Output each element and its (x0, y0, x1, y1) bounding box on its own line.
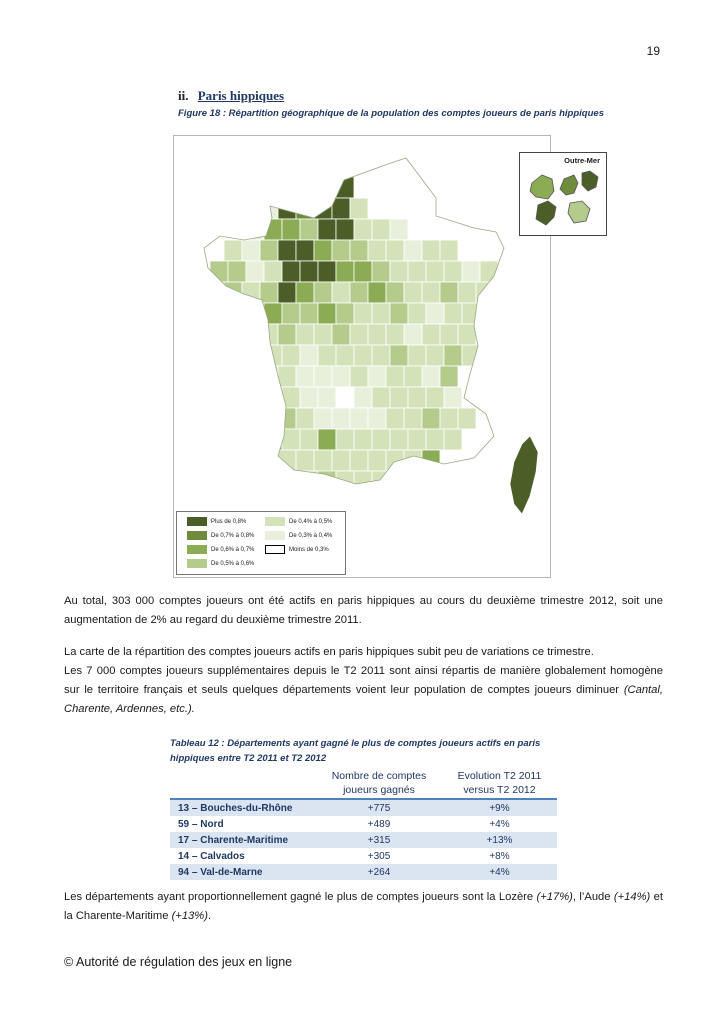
paragraph-top-gains-aude: (+14%) (613, 891, 651, 903)
department-region (246, 261, 264, 282)
department-region (350, 408, 368, 429)
department-region (296, 240, 314, 261)
department-region (426, 303, 444, 324)
department-region (260, 450, 278, 471)
department-region (408, 429, 426, 450)
table-cell-evolution: +4% (489, 818, 510, 830)
department-region (440, 366, 458, 387)
map-legend (176, 511, 346, 575)
table-header-row (170, 768, 557, 799)
table-cell-department: 13 – Bouches-du-Rhône (178, 802, 293, 814)
legend-item-1 (187, 517, 246, 526)
department-region (296, 156, 314, 177)
department-region (336, 429, 354, 450)
department-region (278, 366, 296, 387)
department-region (246, 345, 264, 366)
paragraph-top-gains-g: . (207, 910, 212, 922)
table-row (170, 799, 557, 816)
paragraph-distribution (64, 643, 663, 719)
department-region (444, 345, 462, 366)
department-region (318, 303, 336, 324)
department-region (444, 303, 462, 324)
legend-label-5: De 0,4% à 0,5% (289, 518, 333, 525)
legend-swatch-2 (187, 531, 207, 540)
table-cell-accounts: +489 (367, 818, 391, 830)
paragraph-top-gains-charente: (+13%) (171, 910, 208, 922)
legend-label-1: Plus de 0,8% (211, 518, 247, 525)
paragraph-top-gains-c: , l’Aude (572, 891, 614, 903)
department-region (332, 240, 350, 261)
department-region (390, 261, 408, 282)
department-region (336, 219, 354, 240)
department-region (332, 366, 350, 387)
department-region (372, 387, 390, 408)
table-cell-accounts: +775 (367, 802, 391, 814)
departments-table (170, 768, 557, 880)
department-region (260, 240, 278, 261)
department-region (336, 261, 354, 282)
department-region (444, 429, 462, 450)
table-row (170, 832, 557, 848)
department-region (390, 429, 408, 450)
department-region (332, 408, 350, 429)
department-region (296, 282, 314, 303)
department-region (350, 366, 368, 387)
table-row (170, 816, 557, 832)
department-region (278, 240, 296, 261)
department-region (368, 324, 386, 345)
department-region (206, 282, 224, 303)
figure-caption: Figure 18 : Répartition géographique de la population des comptes joueurs de paris hippiques (178, 108, 604, 119)
table-cell-department: 94 – Val-de-Marne (178, 866, 263, 878)
department-region (422, 366, 440, 387)
department-region (282, 303, 300, 324)
department-region (404, 366, 422, 387)
legend-swatch-5 (265, 517, 285, 526)
department-region (350, 450, 368, 471)
department-region (426, 345, 444, 366)
department-region (440, 408, 458, 429)
reunion-shape (582, 171, 598, 191)
department-region (300, 471, 318, 492)
table-header-department (170, 768, 316, 799)
department-region (332, 198, 350, 219)
department-region (386, 366, 404, 387)
department-region (404, 408, 422, 429)
department-region (350, 198, 368, 219)
department-region (458, 324, 476, 345)
department-region (242, 324, 260, 345)
department-region (422, 240, 440, 261)
department-region (264, 303, 282, 324)
table-cell-evolution: +9% (489, 802, 510, 814)
department-region (408, 261, 426, 282)
department-region (300, 387, 318, 408)
department-region (300, 261, 318, 282)
department-region (264, 429, 282, 450)
department-region (354, 387, 372, 408)
section-number: ii. (178, 88, 189, 103)
legend-swatch-3 (187, 545, 207, 554)
department-region (332, 324, 350, 345)
department-region (408, 345, 426, 366)
department-region (314, 450, 332, 471)
department-region (336, 177, 354, 198)
table-cell-accounts: +315 (367, 834, 391, 846)
department-region (242, 240, 260, 261)
page-number: 19 (646, 44, 660, 58)
department-region (282, 429, 300, 450)
department-region (260, 366, 278, 387)
department-region (296, 324, 314, 345)
department-region (404, 240, 422, 261)
department-region (350, 282, 368, 303)
paragraph-top-gains-lozere: (+17%) (536, 891, 573, 903)
department-region (278, 198, 296, 219)
paragraph-total-accounts: Au total, 303 000 comptes joueurs ont été actifs en paris hippiques au cours du deuxième trimestre 2012, soit une augmentation de 2% au regard du deuxième trimestre 2011. (64, 595, 663, 626)
department-region (296, 408, 314, 429)
department-region (314, 408, 332, 429)
legend-swatch-6 (265, 531, 285, 540)
department-region (278, 408, 296, 429)
department-region (242, 282, 260, 303)
table-cell-evolution: +4% (489, 866, 510, 878)
department-region (332, 282, 350, 303)
department-region (440, 324, 458, 345)
department-region (372, 219, 390, 240)
table-cell-department: 17 – Charente-Maritime (178, 834, 289, 846)
department-region (336, 387, 354, 408)
department-region (444, 387, 462, 408)
legend-label-7: Moins de 0,3% (289, 546, 329, 553)
legend-swatch-7 (265, 545, 285, 554)
department-region (372, 429, 390, 450)
mayotte-shape (568, 201, 590, 223)
department-region (318, 177, 336, 198)
department-region (264, 219, 282, 240)
department-region (282, 471, 300, 492)
department-region (440, 240, 458, 261)
department-region (390, 303, 408, 324)
department-region (354, 219, 372, 240)
department-region (480, 303, 498, 324)
department-region (368, 366, 386, 387)
department-region (278, 282, 296, 303)
paragraph-distribution-line1: La carte de la répartition des comptes joueurs actifs en paris hippiques subit peu de variations ce trimestre. (64, 646, 594, 658)
department-region (372, 345, 390, 366)
department-region (354, 345, 372, 366)
department-region (278, 324, 296, 345)
footer-copyright: © Autorité de régulation des jeux en ligne (64, 955, 293, 969)
department-region (350, 240, 368, 261)
department-region (354, 261, 372, 282)
department-region (246, 387, 264, 408)
department-region (264, 261, 282, 282)
department-region (458, 408, 476, 429)
department-region (336, 345, 354, 366)
table-caption: Tableau 12 : Départements ayant gagné le plus de comptes joueurs actifs en paris hippiques entre T2 2011 et T2 2012 (170, 738, 541, 764)
department-region (386, 324, 404, 345)
table-cell-evolution: +13% (486, 834, 513, 846)
department-region (300, 303, 318, 324)
department-region (408, 387, 426, 408)
department-region (440, 282, 458, 303)
department-region (246, 303, 264, 324)
legend-swatch-1 (187, 517, 207, 526)
legend-item-2 (187, 531, 254, 540)
outre-mer-label: Outre-Mer (564, 156, 600, 165)
department-region (444, 261, 462, 282)
department-region (354, 429, 372, 450)
department-region (242, 408, 260, 429)
department-region (476, 282, 494, 303)
table-cell-evolution: +8% (489, 850, 510, 862)
department-region (372, 303, 390, 324)
martinique-shape (560, 175, 578, 195)
guyane-shape (536, 201, 556, 225)
department-region (408, 303, 426, 324)
department-region (318, 219, 336, 240)
paragraph-distribution-text: Les 7 000 comptes joueurs supplémentaires depuis le T2 2011 sont ainsi répartis de manière globalement homogène sur le territoire français et seuls quelques départements voient leur population de comptes joueurs diminuer (64, 665, 663, 696)
department-region (282, 177, 300, 198)
department-region (282, 219, 300, 240)
department-region (372, 261, 390, 282)
department-region (318, 345, 336, 366)
department-region (386, 240, 404, 261)
legend-label-4: De 0,5% à 0,6% (211, 560, 255, 567)
table-cell-department: 14 – Calvados (178, 850, 245, 862)
department-region (246, 429, 264, 450)
section-heading (178, 88, 284, 104)
department-region (314, 240, 332, 261)
department-region (282, 261, 300, 282)
department-region (332, 450, 350, 471)
table-row (170, 848, 557, 864)
department-region (404, 324, 422, 345)
table-cell-department: 59 – Nord (178, 818, 224, 830)
department-region (422, 324, 440, 345)
department-region (278, 450, 296, 471)
department-region (368, 240, 386, 261)
department-region (318, 471, 336, 492)
department-region (390, 387, 408, 408)
table-cell-accounts: +305 (367, 850, 391, 862)
legend-label-3: De 0,6% à 0,7% (211, 546, 255, 553)
department-region (390, 345, 408, 366)
paragraph-distribution-italic: (Cantal, Charente, Ardennes, etc.). (64, 684, 663, 715)
department-region (300, 219, 318, 240)
department-region (260, 198, 278, 219)
department-region (368, 450, 386, 471)
department-region (350, 324, 368, 345)
table-header-accounts: Nombre de comptes joueurs gagnés (331, 770, 427, 796)
department-region (282, 387, 300, 408)
paragraph-distribution-body (64, 662, 663, 719)
legend-label-6: De 0,3% à 0,4% (289, 532, 333, 539)
department-region (368, 408, 386, 429)
department-region (426, 429, 444, 450)
department-region (462, 303, 480, 324)
department-region (242, 450, 260, 471)
department-region (462, 261, 480, 282)
department-region (422, 408, 440, 429)
department-region (264, 387, 282, 408)
department-region (404, 282, 422, 303)
department-region (336, 471, 354, 492)
department-region (314, 366, 332, 387)
legend-swatch-4 (187, 559, 207, 568)
department-region (426, 261, 444, 282)
department-region (314, 324, 332, 345)
department-region (300, 429, 318, 450)
table-header-evolution: Evolution T2 2011 versus T2 2012 (457, 770, 542, 796)
department-region (314, 156, 332, 177)
department-region (260, 282, 278, 303)
department-region (300, 345, 318, 366)
department-region (318, 261, 336, 282)
department-region (336, 303, 354, 324)
department-region (404, 450, 422, 471)
department-region (386, 450, 404, 471)
legend-item-3 (187, 545, 254, 554)
section-title: Paris hippiques (197, 88, 285, 103)
department-region (264, 471, 282, 492)
departments-group (206, 156, 498, 492)
department-region (296, 366, 314, 387)
department-region (282, 345, 300, 366)
paragraph-top-gains-a: Les départements ayant proportionnellement gagné le plus de comptes joueurs sont la Lozère (64, 891, 537, 903)
department-region (372, 471, 390, 492)
department-region (228, 303, 246, 324)
corsica-region (510, 436, 538, 514)
legend-item-7 (265, 545, 329, 554)
department-region (386, 408, 404, 429)
department-region (296, 450, 314, 471)
department-region (422, 282, 440, 303)
table-cell-accounts: +264 (367, 866, 391, 878)
department-region (242, 366, 260, 387)
department-region (300, 177, 318, 198)
paragraph-top-gains (64, 888, 663, 926)
department-region (260, 408, 278, 429)
department-region (426, 387, 444, 408)
paragraph-top-gains-e: et la Charente-Maritime (64, 891, 663, 922)
department-region (228, 261, 246, 282)
department-region (458, 282, 476, 303)
legend-label-2: De 0,7% à 0,8% (211, 532, 255, 539)
overseas-shapes (520, 153, 606, 235)
department-region (354, 303, 372, 324)
department-region (224, 240, 242, 261)
department-region (368, 282, 386, 303)
department-region (318, 387, 336, 408)
legend-item-4 (187, 559, 254, 568)
department-region (390, 219, 408, 240)
department-region (224, 282, 242, 303)
department-region (386, 282, 404, 303)
legend-item-5 (265, 517, 332, 526)
outre-mer-inset (519, 152, 607, 236)
guadeloupe-shape (530, 175, 554, 199)
legend-item-6 (265, 531, 332, 540)
department-region (318, 429, 336, 450)
table-row (170, 864, 557, 880)
department-region (314, 282, 332, 303)
